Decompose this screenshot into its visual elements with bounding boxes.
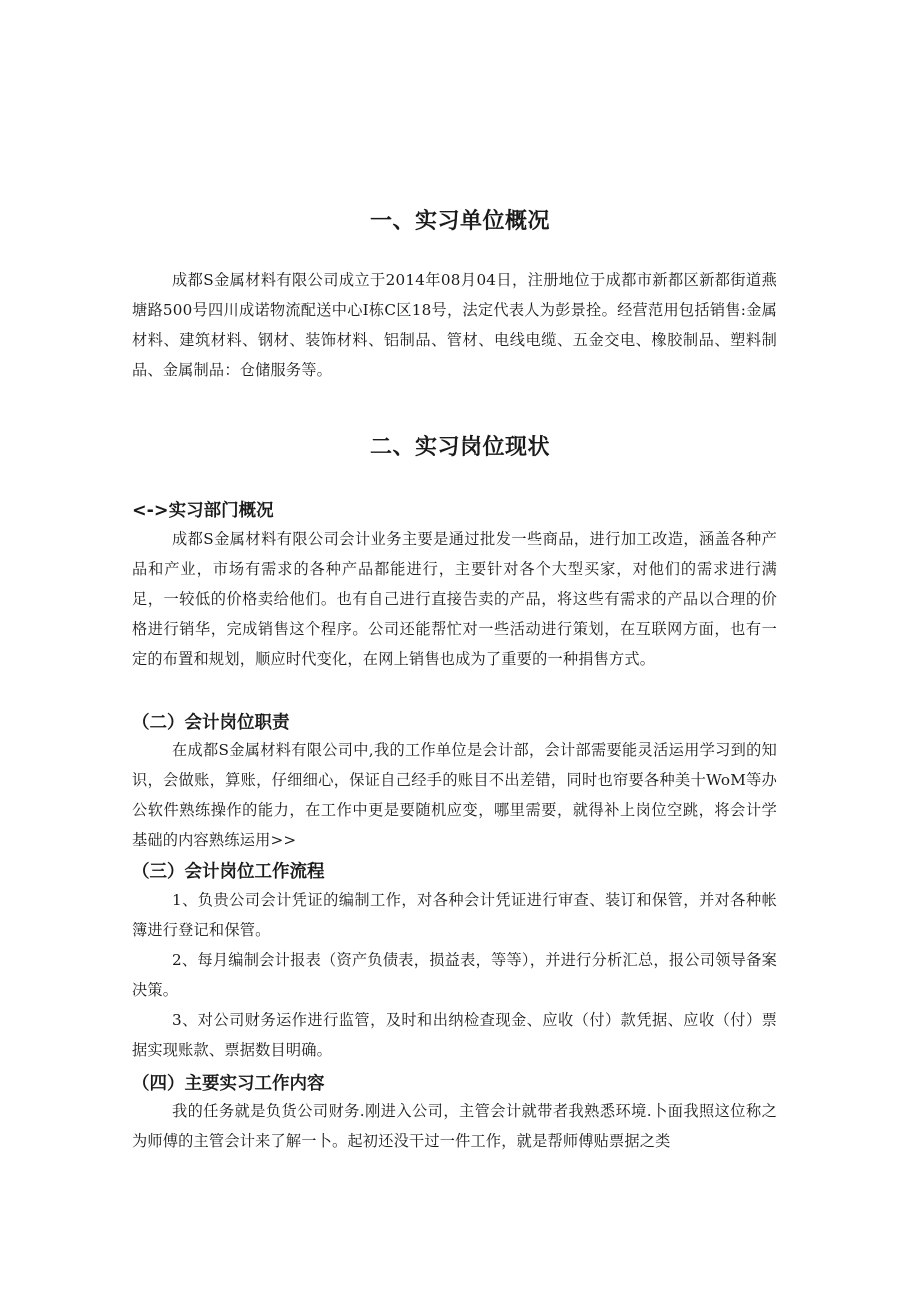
- section-2-heading: 二、实习岗位现状: [369, 435, 550, 460]
- department-overview-paragraph: 成都S金属材料有限公司会计业务主要是通过批发一些商品，进行加工改造，涵盖各种产品和产业，市场有需求的各种产品都能进行，主要针对各个大型买家，对他们的需求进行满足，一较低的价格卖给他们。也有自己进行直接告卖的产品，将这些有需求的产品以合理的价格进行销华，完成销售这个程序。公司还能帮忙对一些活动进行策划，在互联网方面，也有一定的布置和规划，顺应时代变化，在网上销售也成为了重要的一种捐售方式。: [132, 530, 777, 668]
- workflow-item-3: 3、对公司财务运作进行监管，及时和出纳检查现金、应收（付）款凭据、应收（付）票据实现账款、票据数目明确。: [132, 1011, 777, 1059]
- main-work-heading: （四）主要实习工作内容: [132, 1074, 325, 1094]
- workflow-item-1: 1、负贵公司会计凭证的编制工作，对各种会计凭证进行审查、装订和保管，并对各种帐簿进行登记和保管。: [132, 891, 777, 939]
- job-duties-paragraph: 在成都S金属材料有限公司中,我的工作单位是会计部，会计部需要能灵活运用学习到的知识，会做账，算账，仔细细心，保证自己经手的账目不出差错，同时也帘要各种美十WoM等办公软件熟练操作的能力，在工作中更是要随机应变，哪里需要，就得补上岗位空跳，将会计学基础的内容熟练运用>>: [132, 741, 777, 849]
- job-duties-heading: （二）会计岗位职责: [132, 713, 290, 733]
- company-overview-paragraph: 成都S金属材料有限公司成立于2014年08月04日，注册地位于成都市新都区新都街道燕塘路500号四川成诺物流配送中心I栋C区18号，法定代表人为彭景拴。经营范用包括销售:金属材料、建筑材料、钢材、装饰材料、铝制品、管材、电线电缆、五金交电、橡胶制品、塑料制品、金属制品：仓储服务等。: [132, 271, 777, 379]
- department-overview-heading: <->实习部门概况: [132, 501, 274, 521]
- main-work-paragraph: 我的任务就是负货公司财务.刚进入公司，主管会计就带者我熟悉环境.卜面我照这位称之为师傅的主管会计来了解一卜。起初还没干过一件工作，就是帮师傅贴票据之类: [132, 1102, 777, 1150]
- section-1-heading: 一、实习单位概况: [369, 209, 550, 234]
- workflow-heading: （三）会计岗位工作流程: [132, 862, 325, 882]
- workflow-item-2: 2、每月编制会计报表（资产负债表，损益表，等等），并进行分析汇总，报公司领导备案决策。: [132, 951, 777, 999]
